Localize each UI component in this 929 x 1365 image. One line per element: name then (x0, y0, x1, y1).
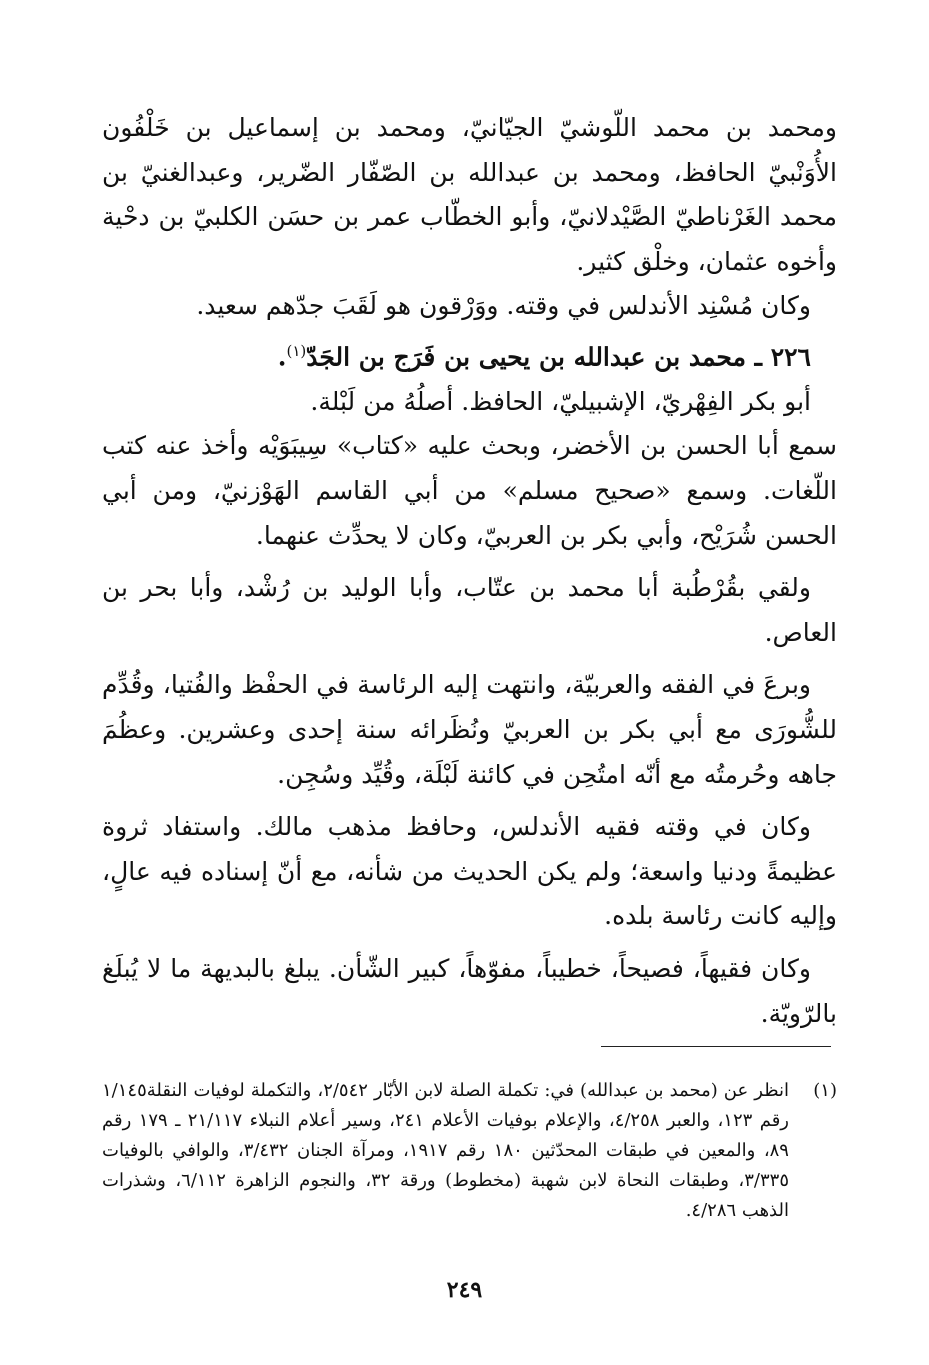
entry-heading (102, 329, 837, 380)
paragraph-scholars-list: ومحمد بن محمد اللّوشيّ الجيّانيّ، ومحمد بن إسماعيل بن خَلْفُون الأُوَنْبيّ الحافظ، ومحمد بن عبدالله بن الصّفّار الضّرير، وعبدالغنيّ بن محمد الغَرْناطيّ الصَّيْدلانيّ، وأبو الخطّاب عمر بن حسَن الكلبيّ بن دحْية وأخوه عثمان، وخلْق كثير. (102, 113, 837, 276)
entry-heading-end: . (277, 342, 287, 372)
paragraph-musnid: وكان مُسْنِد الأندلس في وقته. ووَرْقون هو لَقَبَ جدّهم سعيد. (196, 291, 811, 321)
page-number: ٢٤٩ (446, 1277, 483, 1303)
footnotes-section (102, 1076, 837, 1226)
footnote-text: انظر عن (محمد بن عبدالله) في: تكملة الصلة لابن الأبّار ٢/٥٤٢، والتكملة لوفيات النقلة١/١٤٥ رقم ١٢٣، والعبر ٤/٢٥٨، والإعلام بوفيات الأعلام ٢٤١، وسير أعلام النبلاء ٢١/١١٧ ـ ١٧٩ رقم ٨٩، والمعين في طبقات المحدّثين ١٨٠ رقم ١٩١٧، ومرآة الجنان ٣/٤٣٢، والوافي بالوفيات ٣/٣٣٥، وطبقات النحاة لابن شهبة (مخطوط) ورقة ٣٢، والنجوم الزاهرة ٦/١١٢، وشذرات الذهب ٤/٢٨٦. (102, 1080, 790, 1221)
paragraph-faqih-andalus: وكان في وقته فقيه الأندلس، وحافظ مذهب مالك. واستفاد ثروة عظيمةً ودنيا واسعة؛ ولم يكن الحديث من شأنه، مع أنّ إسناده فيه عالٍ، وإليه كانت رئاسة بلده. (102, 812, 837, 931)
footnote-marker: (١) (286, 341, 307, 360)
footnote-number: (١) (813, 1080, 837, 1101)
main-text (102, 106, 837, 1036)
footnote-item (102, 1076, 837, 1226)
footnote-divider (601, 1046, 831, 1047)
paragraph-fiqh: وبرعَ في الفقه والعربيّة، وانتهت إليه الرئاسة في الحفْظ والفُتيا، وقُدِّم للشُّورَى مع أبي بكر بن العربيّ ونُظَرائه سنة إحدى وعشرين. وعظُمَ جاهه وحُرمتُه مع أنّه امتُحِن في كائنة لَبْلَة، وقُيِّد وسُجِن. (102, 670, 837, 789)
paragraph-teachers: سمع أبا الحسن بن الأخضر، وبحث عليه «كتاب» سِيبَوَيْه وأخذ عنه كتب اللّغات. وسمع «صحيح مسلم» من أبي القاسم الهَوْزنيّ، ومن أبي الحسن شُرَيْح، وأبي بكر بن العربيّ، وكان لا يحدِّث عنهما. (102, 431, 837, 550)
paragraph-cordoba: ولقي بقُرْطُبة أبا محمد بن عتّاب، وأبا الوليد بن رُشْد، وأبا بحر بن العاص. (102, 573, 837, 647)
paragraph-eloquence: وكان فقيهاً، فصيحاً، خطيباً، مفوّهاً، كبير الشّأن. يبلغ بالبديهة ما لا يُبلَغ بالرّويّة. (102, 954, 837, 1028)
paragraph-kunya: أبو بكر الفِهْريّ، الإشبيليّ، الحافظ. أصلُهُ من لَبْلة. (310, 386, 811, 416)
entry-heading-text: ٢٢٦ ـ محمد بن عبدالله بن يحيى بن فَرَج بن الجَدّ (306, 342, 811, 372)
